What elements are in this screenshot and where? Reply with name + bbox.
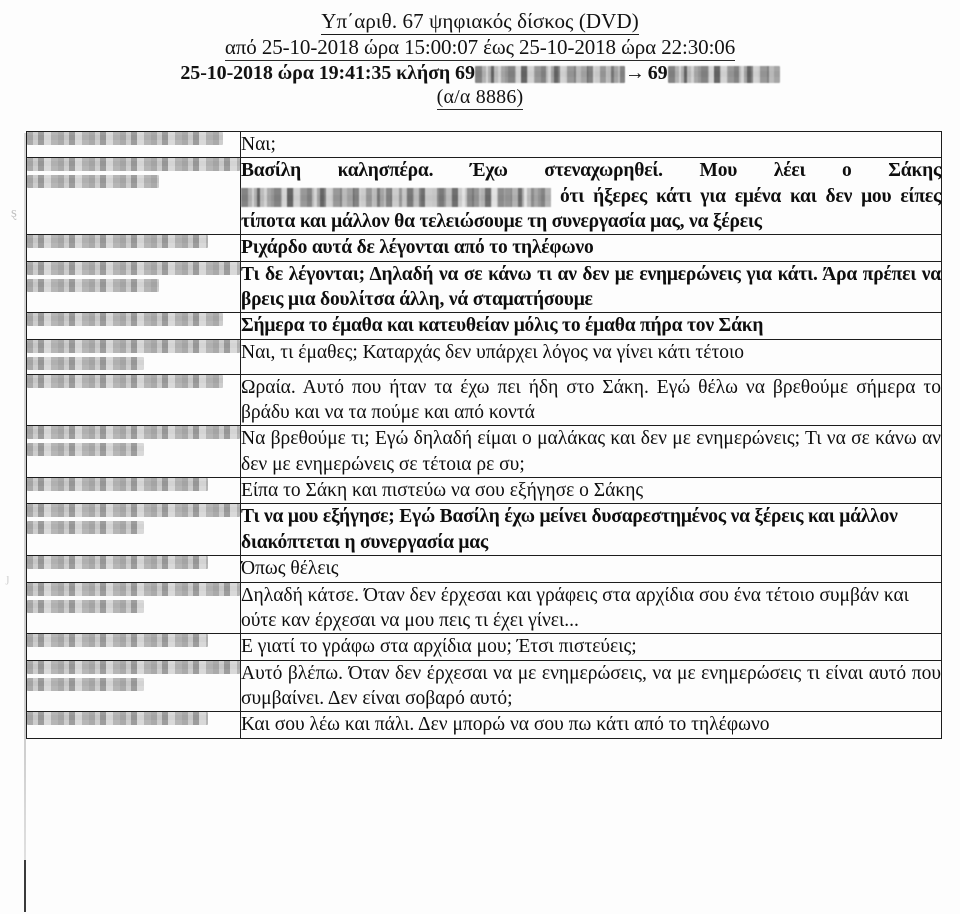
- redacted-speaker-name: [27, 478, 208, 491]
- recording-date-range: από 25-10-2018 ώρα 15:00:07 έως 25-10-2018 ώρα 22:30:06: [225, 35, 735, 61]
- utterance-text: Ναι, τι έμαθες; Καταρχάς δεν υπάρχει λόγος να γίνει κάτι τέτοιο: [241, 341, 745, 363]
- redacted-speaker-name: [27, 634, 208, 647]
- utterance-text: Είπα το Σάκη και πιστεύω να σου εξήγησε ο Σάκης: [241, 480, 644, 502]
- utterance-cell: [241, 132, 942, 158]
- redacted-caller-number: [475, 66, 625, 83]
- utterance-cell: [241, 582, 942, 634]
- redacted-speaker-name: [27, 504, 240, 517]
- redacted-speaker-name: [27, 583, 240, 596]
- utterance-text-before-redaction: Βασίλη καλησπέρα. Έχω στεναχωρηθεί. Μου λέει ο Σάκης: [241, 160, 941, 182]
- utterance-text: Ε γιατί το γράφω στα αρχίδια μου; Έτσι πιστεύεις;: [241, 636, 637, 658]
- utterance-cell: [241, 158, 942, 235]
- redacted-speaker-name: [27, 712, 208, 725]
- redacted-speaker-name: [27, 600, 144, 613]
- utterance-text: Δηλαδή κάτσε. Όταν δεν έρχεσαι και γράφεις στα αρχίδια σου ένα τέτοιο συμβάν και ούτε καν έρχεσαι να μου πεις τι έχει γίνει...: [241, 584, 909, 631]
- utterance-text: Σήμερα το έμαθα και κατευθείαν μόλις το έμαθα πήρα τον Σάκη: [241, 315, 764, 337]
- utterance-text: Τι να μου εξήγησε; Εγώ Βασίλη έχω μείνει δυσαρεστημένος να ξέρεις και μάλλον διακόπτεται η συνεργασία μας: [241, 506, 898, 553]
- header-serial-line: [0, 85, 960, 110]
- utterance-cell: [241, 313, 942, 339]
- utterance-text: Και σου λέω και πάλι. Δεν μπορώ να σου πω κάτι από το τηλέφωνο: [241, 714, 770, 736]
- speaker-cell: [27, 374, 241, 426]
- table-row: [27, 235, 942, 261]
- page-left-margin-tail: [24, 860, 26, 912]
- utterance-text: Ριχάρδο αυτά δε λέγονται από το τηλέφωνο: [241, 237, 594, 259]
- table-row: [27, 556, 942, 582]
- header-call-line: [0, 61, 960, 85]
- callee-prefix: 69: [647, 62, 668, 85]
- utterance-text-after-redaction: ότι ήξερες κάτι για εμένα και δεν μου είπες τίποτα και μάλλον θα τελειώσουμε τη συνεργασία μας, να ξέρεις: [241, 185, 941, 233]
- utterance-text: Όπως θέλεις: [241, 558, 339, 580]
- redacted-speaker-name: [27, 132, 223, 145]
- utterance-cell: [241, 660, 942, 712]
- table-row: [27, 660, 942, 712]
- table-row: [27, 712, 942, 738]
- dvd-title: Υπ΄αριθ. 67 ψηφιακός δίσκος (DVD): [321, 9, 639, 35]
- call-direction-arrow: →: [624, 62, 645, 85]
- utterance-cell: [241, 634, 942, 660]
- header-title-line: [0, 9, 960, 35]
- speaker-cell: [27, 634, 241, 660]
- speaker-cell: [27, 132, 241, 158]
- header-daterange-line: [0, 35, 960, 61]
- utterance-cell: [241, 556, 942, 582]
- table-row: [27, 132, 942, 158]
- serial-number: (α/α 8886): [436, 86, 524, 109]
- table-row: [27, 313, 942, 339]
- utterance-text: Ναι;: [241, 134, 276, 155]
- utterance-cell: [241, 504, 942, 556]
- redacted-name-in-text: [241, 188, 551, 207]
- speaker-cell: [27, 478, 241, 504]
- transcript-table-container: [26, 131, 942, 739]
- redacted-speaker-name: [27, 443, 144, 456]
- redacted-speaker-name: [27, 661, 240, 674]
- table-row: [27, 634, 942, 660]
- speaker-cell: [27, 426, 241, 478]
- redacted-callee-number: [668, 66, 780, 83]
- redacted-speaker-name: [27, 279, 159, 292]
- redacted-speaker-name: [27, 357, 144, 370]
- speaker-cell: [27, 235, 241, 261]
- speaker-cell: [27, 660, 241, 712]
- utterance-text: Να βρεθούμε τι; Εγώ δηλαδή είμαι ο μαλάκας και δεν με ενημερώνεις; Τι να σε κάνω αν δεν με ενημερώνεις σε τέτοια ρε συ;: [241, 428, 941, 475]
- speaker-cell: [27, 582, 241, 634]
- speaker-cell: [27, 712, 241, 738]
- utterance-cell: [241, 235, 942, 261]
- speaker-cell: [27, 339, 241, 374]
- speaker-cell: [27, 556, 241, 582]
- redacted-speaker-name: [27, 262, 240, 275]
- redacted-speaker-name: [27, 426, 240, 439]
- margin-scan-mark-secondary: ȷ: [6, 570, 10, 585]
- redacted-speaker-name: [27, 521, 144, 534]
- table-row: [27, 158, 942, 235]
- redacted-speaker-name: [27, 556, 208, 569]
- utterance-cell: [241, 712, 942, 738]
- redacted-speaker-name: [27, 678, 144, 691]
- transcript-table: [26, 131, 942, 739]
- table-row: [27, 582, 942, 634]
- redacted-speaker-name: [27, 158, 240, 171]
- speaker-cell: [27, 313, 241, 339]
- table-row: [27, 478, 942, 504]
- redacted-speaker-name: [27, 375, 223, 388]
- utterance-text: Αυτό βλέπω. Όταν δεν έρχεσαι να με ενημερώσεις, να με ενημερώσεις τι είναι αυτό που συμβαίνει. Δεν είναι σοβαρό αυτό;: [241, 662, 941, 709]
- redacted-speaker-name: [27, 235, 208, 248]
- table-row: [27, 504, 942, 556]
- utterance-text: Ωραία. Αυτό που ήταν τα έχω πει ήδη στο Σάκη. Εγώ θέλω να βρεθούμε σήμερα το βράδυ και να τα πούμε και από κοντά: [241, 376, 941, 424]
- table-row: [27, 339, 942, 374]
- table-row: [27, 374, 942, 426]
- call-timestamp-and-caller-prefix: 25-10-2018 ώρα 19:41:35 κλήση 69: [180, 62, 475, 85]
- utterance-cell: [241, 426, 942, 478]
- utterance-cell: [241, 339, 942, 374]
- redacted-speaker-name: [27, 175, 159, 188]
- margin-scan-mark: ȿ: [11, 205, 17, 221]
- redacted-speaker-name: [27, 313, 223, 326]
- utterance-text: Τι δε λέγονται; Δηλαδή να σε κάνω τι αν δεν με ενημερώνεις για κάτι. Άρα πρέπει να βρεις μια δουλίτσα άλλη, νά σταματήσουμε: [241, 263, 941, 311]
- speaker-cell: [27, 261, 241, 313]
- redacted-speaker-name: [27, 340, 240, 353]
- utterance-cell: [241, 478, 942, 504]
- utterance-cell: [241, 261, 942, 313]
- utterance-cell: [241, 374, 942, 426]
- table-row: [27, 426, 942, 478]
- speaker-cell: [27, 158, 241, 235]
- table-row: [27, 261, 942, 313]
- speaker-cell: [27, 504, 241, 556]
- document-header: [0, 0, 960, 110]
